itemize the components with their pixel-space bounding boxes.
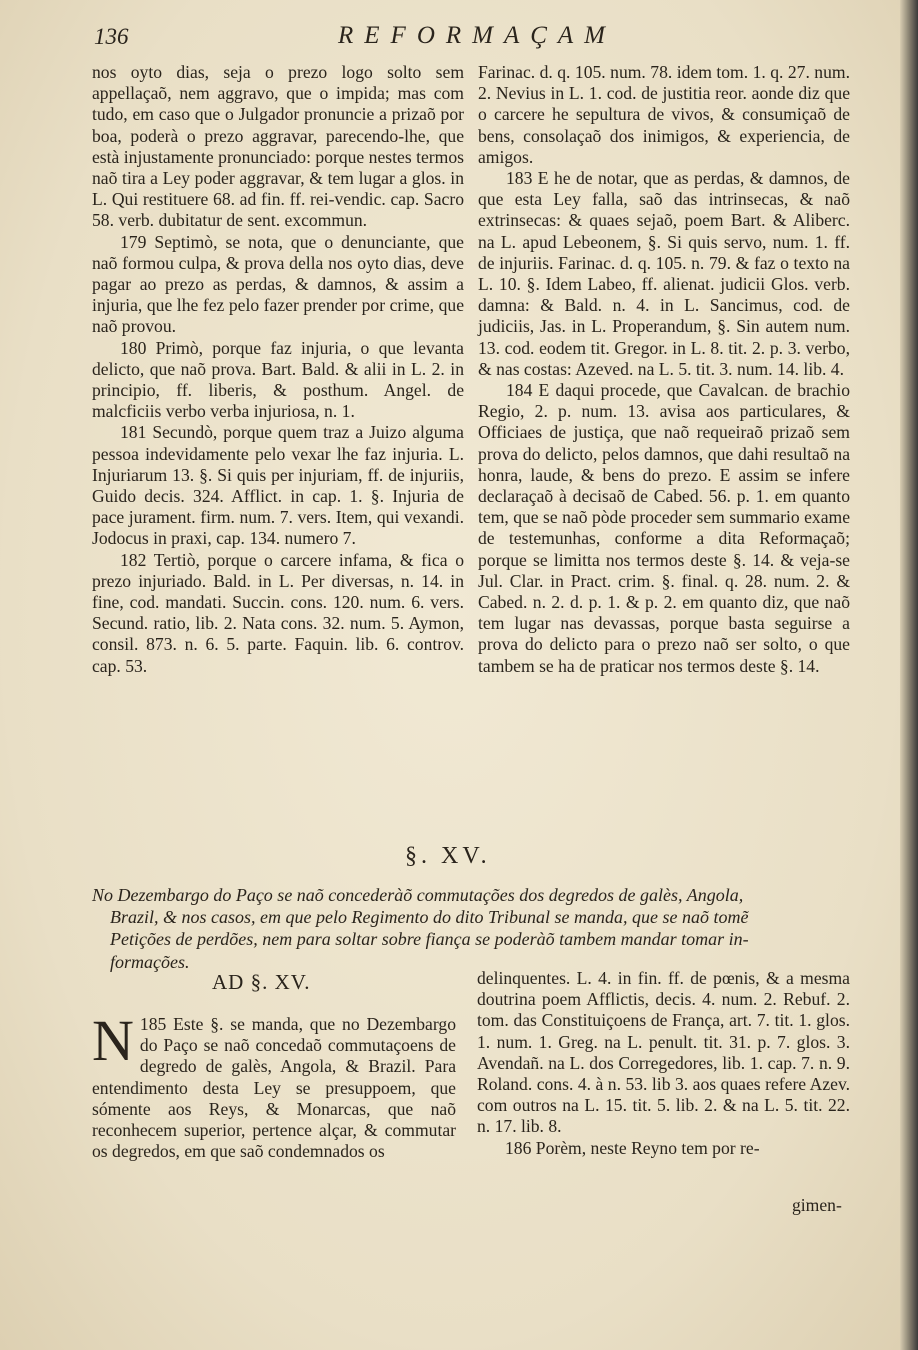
paragraph-185 xyxy=(92,1008,456,1162)
commentary-heading: AD §. XV. xyxy=(212,970,311,994)
page-header xyxy=(88,20,848,60)
paragraph-185-text: Este §. se manda, que no Dezembargo do Paço se naõ concedaõ commutaçoens de degredo de galès, Angola, & Brazil. Para entendimento desta Ley se presuppoem, que sómente aos Reys, & Monarcas, que naõ reconhecem superior, pertence alçar, & commutar os degredos, em que saõ condemnados os xyxy=(92,1014,456,1162)
section-heading: §. XV. xyxy=(405,843,491,869)
catchword: gimen- xyxy=(792,1195,842,1215)
paragraph-180: 180 Primò, porque faz injuria, o que levanta delicto, que naõ prova. Bart. Bald. & alii in L. 2. in principio, ff. liberis, & posthum. Angel. de malcficiis verbo verba injuriosa, n. 1. xyxy=(92,337,464,422)
paragraph-178-continued: nos oyto dias, seja o prezo logo solto sem appellaçaõ, nem aggravo, que o impida; mas com tudo, em caso que o Julgador pronuncie a prizaõ por boa, poderà o prezo aggravar, parecendo-lhe, que està injustamente pronunciado: porque nestes termos naõ tira a Ley poder aggravar, & tem lugar a glos. in L. Qui restituere 68. ad fin. ff. rei-vendic. cap. Sacro 58. verb. dubitatur de sent. excommun. xyxy=(92,62,464,231)
summary-line: formações. xyxy=(110,951,190,972)
paragraph-182: 182 Tertiò, porque o carcere infama, & fica o prezo injuriado. Bald. in L. Per diversas, n. 14. in fine, cod. mandati. Succin. cons. 120. num. 6. vers. Secund. ratio, lib. 2. Nata cons. 32. num. 5. Aymon, consil. 873. n. 6. 5. parte. Faquin. lib. 6. controv. cap. 53. xyxy=(92,549,464,676)
left-column-top xyxy=(92,62,464,677)
drop-cap: N xyxy=(92,1008,134,1073)
paragraph-185-continued: delinquentes. L. 4. in fin. ff. de pœnis, & a mesma doutrina poem Afflictis, decis. 4. num. 2. Rebuf. 2. tom. das Constituiçoens de França, art. 7. tit. 1. glos. 1. num. 1. Greg. na L. penult. tit. 31. p. 7. glos. 3. Avendañ. na L. dos Corregedores, lib. 1. cap. 7. n. 9. Roland. cons. 4. à n. 53. lib 3. aos quaes refere Azev. com outros na L. 15. tit. 5. lib. 2. & na L. 5. tit. 22. n. 17. lib. 8. xyxy=(477,968,850,1137)
paragraph-186: 186 Porèm, neste Reyno tem por re- xyxy=(505,1137,760,1158)
page-number: 136 xyxy=(94,24,129,49)
summary-line: Brazil, & nos casos, em que pelo Regimento do dito Tribunal se manda, que se naõ tomẽ xyxy=(110,907,749,928)
paragraph-183: 183 E he de notar, que as perdas, & damnos, de que esta Ley falla, saõ das intrinsecas, & naõ extrinsecas: & quaes sejaõ, poem Bart. & Aliberc. na L. apud Lebeonem, §. Si quis servo, num. 1. ff. de injuriis. Farinac. d. q. 105. n. 79. & faz o texto na L. 10. §. Idem Labeo, ff. alienat. judicii Glos. verb. damna: & Bald. n. 4. in L. Sancimus, cod. de judiciis, Jas. in L. Properandum, §. Sin autem num. 13. cod. eodem tit. Gregor. in L. 8. tit. 2. p. 3. verbo, & nas costas: Azeved. na L. 5. tit. 3. num. 14. lib. 4. xyxy=(478,168,850,379)
section-summary xyxy=(92,884,844,973)
paragraph-184: 184 E daqui procede, que Cavalcan. de brachio Regio, 2. p. num. 13. avisa aos particulares, & Officiaes de justiça, que naõ requeiraõ prizaõ sem prova do delicto, pelos damnos, que dahi resultaõ na honra, laude, & bens do prezo. E assim se infere declaraçaõ à decisaõ de Cabed. 56. p. 1. em quanto tem, que se naõ pòde proceder sem summario exame de testemunhas, conforme a dita Reformaçaõ; porque se limitta nos termos deste §. 14. & veja-se Jul. Clar. in Pract. crim. §. final. q. 28. num. 2. & Cabed. n. 2. d. p. 1. & p. 2. em quanto diz, que naõ tem lugar nas devassas, porque basta seguirse a prova do delicto para o prezo naõ ser solto, o que tambem se ha de praticar nos termos deste §. 14. xyxy=(478,380,850,676)
left-column-bottom xyxy=(92,1008,456,1162)
running-title: REFORMAÇAM xyxy=(338,22,617,49)
paragraph-179: 179 Septimò, se nota, que o denunciante, que naõ formou culpa, & prova della nos oyto dias, deve pagar ao prezo as perdas, & damnos, & assim a injuria, que lhe fez pelo fazer prender por crime, que naõ provou. xyxy=(92,231,464,337)
paragraph-181: 181 Secundò, porque quem traz a Juizo alguma pessoa indevidamente pelo vexar lhe faz injuria. L. Injuriarum 13. §. Si quis per injuriam, ff. de injuriis, Guido decis. 324. Afflict. in cap. 1. §. Injuria de pace jurament. firm. num. 7. vers. Item, qui vexandi. Jodocus in praxi, cap. 134. numero 7. xyxy=(92,422,464,549)
paragraph-182-continued: Farinac. d. q. 105. num. 78. idem tom. 1. q. 27. num. 2. Nevius in L. 1. cod. de justitia reor. aonde diz que o carcere he sepultura de vivos, & consumiçaõ de bens, consolaçaõ dos inimigos, & experiencia, de amigos. xyxy=(478,62,850,167)
book-gutter-shadow xyxy=(900,0,918,1350)
paragraph-number: 185 xyxy=(139,1014,167,1034)
summary-line: No Dezembargo do Paço se naõ concederàõ commutações dos degredos de galès, Angola, xyxy=(92,885,744,905)
right-column-bottom xyxy=(477,968,850,1159)
right-column-top xyxy=(478,62,850,677)
summary-line: Petições de perdões, nem para soltar sobre fiança se poderàõ tambem mandar tomar in- xyxy=(110,929,749,950)
